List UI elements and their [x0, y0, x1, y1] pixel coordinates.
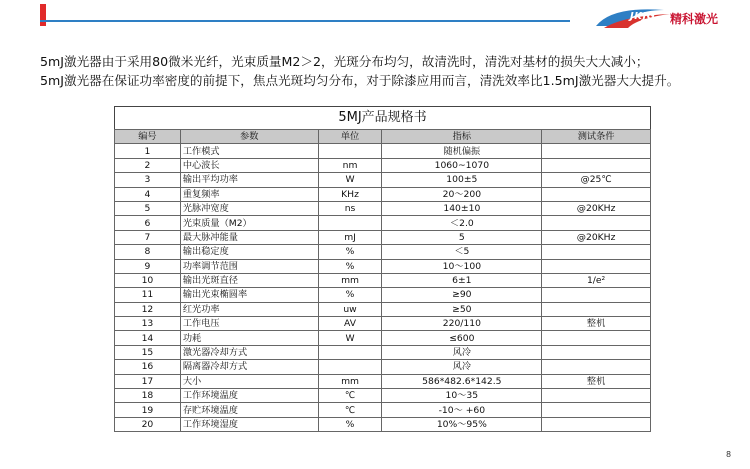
cell-condition [542, 216, 651, 230]
cell-value: 140±10 [382, 201, 542, 215]
cell-unit [318, 216, 382, 230]
cell-number: 6 [115, 216, 181, 230]
cell-value: 1060~1070 [382, 158, 542, 172]
table-row [115, 245, 651, 259]
cell-number: 9 [115, 259, 181, 273]
cell-parameter: 输出稳定度 [180, 245, 318, 259]
cell-parameter: 输出光束椭圆率 [180, 288, 318, 302]
cell-condition [542, 187, 651, 201]
cell-parameter: 工作环境湿度 [180, 417, 318, 431]
table-row [115, 317, 651, 331]
cell-number: 8 [115, 245, 181, 259]
cell-parameter: 输出平均功率 [180, 173, 318, 187]
cell-condition [542, 302, 651, 316]
cell-number: 11 [115, 288, 181, 302]
cell-parameter: 重复频率 [180, 187, 318, 201]
intro-line-1: 5mJ激光器由于采用80微米光纤，光束质量M2＞2，光斑分布均匀，故清洗时，清洗对基材的损失大大减小； [40, 54, 649, 69]
cell-condition [542, 331, 651, 345]
cell-unit: ns [318, 201, 382, 215]
cell-unit: % [318, 417, 382, 431]
table-row [115, 259, 651, 273]
cell-unit [318, 144, 382, 158]
cell-number: 19 [115, 403, 181, 417]
cell-parameter: 存贮环境温度 [180, 403, 318, 417]
cell-condition [542, 389, 651, 403]
cell-number: 14 [115, 331, 181, 345]
cell-number: 10 [115, 273, 181, 287]
cell-unit: % [318, 245, 382, 259]
table-title: 5MJ产品规格书 [114, 106, 651, 130]
table-row [115, 288, 651, 302]
col-header-number: 编号 [115, 130, 181, 144]
cell-number: 17 [115, 374, 181, 388]
cell-number: 1 [115, 144, 181, 158]
cell-number: 16 [115, 360, 181, 374]
spec-table [114, 129, 651, 432]
cell-value: 20～200 [382, 187, 542, 201]
cell-parameter: 工作环境温度 [180, 389, 318, 403]
intro-text [40, 52, 720, 90]
cell-unit: % [318, 288, 382, 302]
cell-unit: ℃ [318, 389, 382, 403]
cell-unit: uw [318, 302, 382, 316]
cell-condition: 整机 [542, 317, 651, 331]
cell-value: ≤600 [382, 331, 542, 345]
table-row [115, 389, 651, 403]
cell-number: 4 [115, 187, 181, 201]
cell-number: 3 [115, 173, 181, 187]
table-row [115, 302, 651, 316]
cell-unit: % [318, 259, 382, 273]
cell-value: -10～ +60 [382, 403, 542, 417]
table-header-row [115, 130, 651, 144]
cell-parameter: 光束质量（M2） [180, 216, 318, 230]
cell-parameter: 输出光斑直径 [180, 273, 318, 287]
cell-condition [542, 245, 651, 259]
cell-parameter: 工作电压 [180, 317, 318, 331]
table-row [115, 360, 651, 374]
cell-value: ＜5 [382, 245, 542, 259]
table-row [115, 173, 651, 187]
cell-unit [318, 360, 382, 374]
table-row [115, 201, 651, 215]
table-row [115, 158, 651, 172]
cell-unit: nm [318, 158, 382, 172]
cell-condition: 1/e² [542, 273, 651, 287]
cell-number: 13 [115, 317, 181, 331]
page-number: 8 [726, 450, 732, 459]
cell-number: 20 [115, 417, 181, 431]
cell-value: ＜2.0 [382, 216, 542, 230]
cell-parameter: 功耗 [180, 331, 318, 345]
cell-value: 10%～95% [382, 417, 542, 431]
table-row [115, 273, 651, 287]
slide-accent-mark [40, 4, 46, 26]
col-header-unit: 单位 [318, 130, 382, 144]
cell-unit [318, 345, 382, 359]
cell-value: ≥50 [382, 302, 542, 316]
cell-condition: @20KHz [542, 201, 651, 215]
intro-line-2: 5mJ激光器在保证功率密度的前提下，焦点光斑均匀分布，对于除漆应用而言，清洗效率比1.5mJ激光器大大提升。 [40, 73, 680, 88]
table-row [115, 230, 651, 244]
cell-number: 2 [115, 158, 181, 172]
cell-parameter: 红光功率 [180, 302, 318, 316]
cell-parameter: 激光器冷却方式 [180, 345, 318, 359]
cell-condition [542, 288, 651, 302]
table-body [115, 144, 651, 432]
cell-value: 风冷 [382, 360, 542, 374]
cell-value: 风冷 [382, 345, 542, 359]
cell-value: 10～100 [382, 259, 542, 273]
cell-value: 100±5 [382, 173, 542, 187]
cell-condition [542, 360, 651, 374]
table-row [115, 403, 651, 417]
cell-value: ≥90 [382, 288, 542, 302]
cell-parameter: 工作模式 [180, 144, 318, 158]
cell-number: 12 [115, 302, 181, 316]
cell-unit: W [318, 331, 382, 345]
table-row [115, 216, 651, 230]
cell-unit: mm [318, 273, 382, 287]
table-row [115, 187, 651, 201]
cell-value: 10～35 [382, 389, 542, 403]
cell-number: 7 [115, 230, 181, 244]
cell-condition: @25℃ [542, 173, 651, 187]
col-header-parameter: 参数 [180, 130, 318, 144]
cell-number: 15 [115, 345, 181, 359]
cell-value: 随机偏振 [382, 144, 542, 158]
cell-unit: W [318, 173, 382, 187]
cell-number: 18 [115, 389, 181, 403]
cell-condition [542, 259, 651, 273]
cell-unit: KHz [318, 187, 382, 201]
cell-value: 6±1 [382, 273, 542, 287]
header-divider [40, 20, 570, 22]
cell-condition [542, 403, 651, 417]
col-header-value: 指标 [382, 130, 542, 144]
cell-value: 5 [382, 230, 542, 244]
table-row [115, 345, 651, 359]
company-logo [594, 4, 734, 32]
logo-badge: JKJG [630, 11, 656, 22]
cell-parameter: 大小 [180, 374, 318, 388]
cell-condition [542, 417, 651, 431]
cell-unit: mm [318, 374, 382, 388]
table-row [115, 374, 651, 388]
cell-number: 5 [115, 201, 181, 215]
table-row [115, 144, 651, 158]
cell-parameter: 光脉冲宽度 [180, 201, 318, 215]
cell-parameter: 中心波长 [180, 158, 318, 172]
cell-parameter: 最大脉冲能量 [180, 230, 318, 244]
cell-parameter: 功率调节范围 [180, 259, 318, 273]
cell-value: 220/110 [382, 317, 542, 331]
col-header-condition: 测试条件 [542, 130, 651, 144]
cell-condition [542, 158, 651, 172]
cell-parameter: 隔离器冷却方式 [180, 360, 318, 374]
cell-value: 586*482.6*142.5 [382, 374, 542, 388]
cell-condition: 整机 [542, 374, 651, 388]
cell-condition [542, 345, 651, 359]
cell-unit: AV [318, 317, 382, 331]
table-row [115, 417, 651, 431]
cell-unit: mJ [318, 230, 382, 244]
cell-condition: @20KHz [542, 230, 651, 244]
cell-unit: ℃ [318, 403, 382, 417]
table-row [115, 331, 651, 345]
logo-company-name: 精科激光 [670, 12, 719, 26]
cell-condition [542, 144, 651, 158]
